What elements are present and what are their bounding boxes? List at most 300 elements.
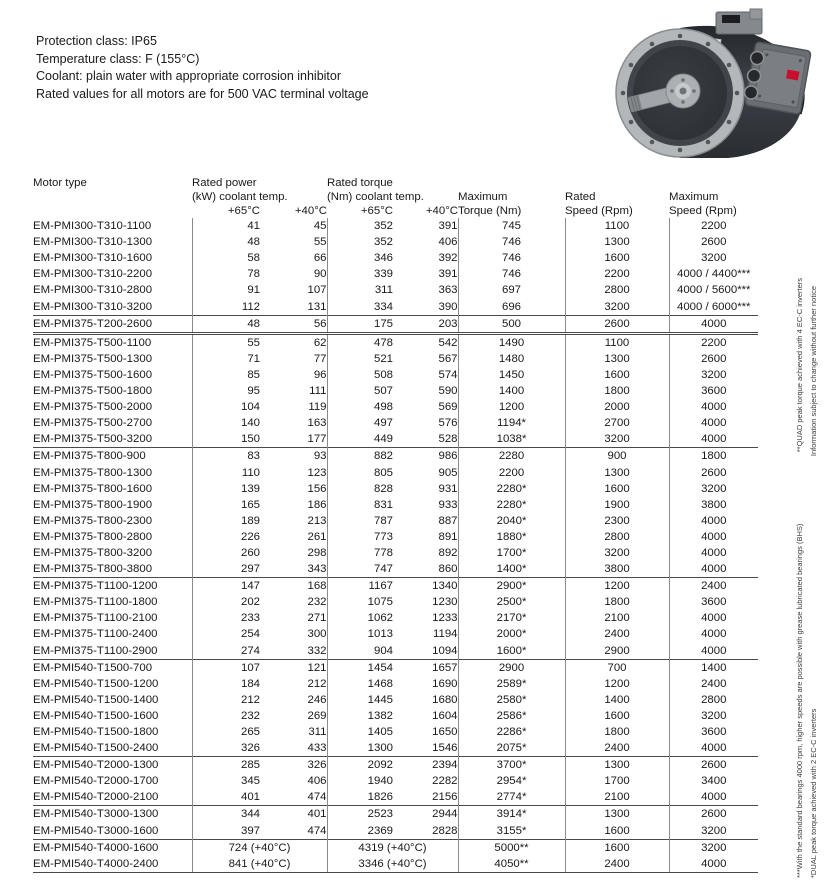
- rated-power-40-cell: 56: [260, 315, 327, 333]
- rated-torque-65-cell: 1405: [327, 724, 393, 740]
- rated-torque-span-cell: 3346 (+40°C): [327, 856, 458, 873]
- max-torque-cell: 1194*: [458, 415, 565, 431]
- rated-speed-cell: 2800: [565, 282, 669, 298]
- rated-speed-cell: 1300: [565, 351, 669, 367]
- header-max-speed-line2: Speed (Rpm): [669, 205, 737, 217]
- motor-type-cell: EM-PMI540-T1500-1400: [33, 693, 159, 706]
- max-torque-cell: 1480: [458, 351, 565, 367]
- rated-torque-40-cell: 1230: [432, 596, 458, 609]
- max-speed-cell: 2600: [669, 351, 758, 367]
- max-speed-cell: 3800: [669, 497, 758, 513]
- motor-type-cell: EM-PMI300-T310-2800: [33, 284, 153, 297]
- rated-power-40-cell: 401: [260, 806, 327, 823]
- max-speed-cell: 3200: [669, 250, 758, 266]
- rated-speed-cell: 1100: [565, 218, 669, 234]
- max-speed-cell: 2600: [669, 757, 758, 774]
- table-row: [33, 839, 758, 856]
- rated-speed-cell: 2100: [565, 789, 669, 806]
- max-speed-cell: 2200: [669, 218, 758, 234]
- motor-type-cell: EM-PMI300-T310-1600: [33, 252, 153, 265]
- motor-type-cell: EM-PMI540-T2000-1700: [33, 775, 159, 788]
- motor-type-cell: EM-PMI375-T200-2600: [33, 315, 192, 333]
- motor-type-cell: EM-PMI300-T310-1300: [33, 236, 153, 249]
- rated-speed-cell: 2300: [565, 513, 669, 529]
- rated-power-40-cell: 474: [307, 791, 327, 804]
- rated-speed-cell: 2900: [565, 642, 669, 659]
- spec-table-body: [33, 218, 758, 872]
- max-speed-cell: 1400: [669, 659, 758, 676]
- table-row: [33, 351, 758, 367]
- motor-type-cell: EM-PMI375-T1100-2400: [33, 628, 158, 641]
- max-torque-cell: 696: [458, 298, 565, 315]
- table-row: [33, 822, 758, 839]
- rated-power-40-cell: 123: [307, 466, 327, 479]
- max-torque-cell: 1038*: [458, 431, 565, 448]
- rated-torque-65-cell: 773: [327, 529, 393, 545]
- max-torque-cell: 1450: [458, 367, 565, 383]
- max-torque-cell: 2900*: [458, 578, 565, 595]
- motor-type-cell: EM-PMI540-T2000-2100: [33, 791, 159, 804]
- max-torque-cell: 2000*: [458, 626, 565, 642]
- spec-line-protection: Protection class: IP65: [36, 34, 157, 48]
- header-torque-40: +40°C: [425, 205, 459, 217]
- rated-torque-40-cell: 1650: [432, 726, 458, 738]
- max-torque-cell: 2280: [458, 448, 565, 465]
- rated-torque-40-cell: 1233: [432, 612, 458, 625]
- rated-power-65-cell: 202: [192, 594, 260, 610]
- rated-torque-40-cell: 590: [438, 385, 458, 398]
- max-torque-cell: 2075*: [458, 740, 565, 757]
- max-torque-cell: 2040*: [458, 513, 565, 529]
- max-torque-cell: 1700*: [458, 545, 565, 561]
- rated-torque-65-cell: 334: [327, 298, 393, 315]
- rated-torque-65-cell: 2523: [327, 806, 393, 823]
- rated-speed-cell: 1700: [565, 773, 669, 789]
- motor-type-cell: EM-PMI375-T800-2300: [33, 514, 153, 527]
- rated-torque-65-cell: 805: [327, 464, 393, 480]
- table-row: [33, 578, 758, 595]
- rated-torque-65-cell: 1300: [327, 740, 393, 757]
- rated-power-65-cell: 112: [192, 298, 260, 315]
- rated-power-40-cell: 111: [309, 385, 327, 398]
- motor-type-cell: EM-PMI540-T1500-1200: [33, 677, 159, 690]
- motor-hub: [666, 74, 700, 108]
- motor-photo: [598, 8, 818, 166]
- rated-speed-cell: 2800: [565, 529, 669, 545]
- max-torque-cell: 697: [458, 282, 565, 298]
- rated-power-40-cell: 168: [260, 578, 327, 595]
- rated-power-65-cell: 55: [192, 333, 260, 351]
- rated-torque-span-cell: 4319 (+40°C): [327, 839, 458, 856]
- rated-torque-65-cell: 2092: [327, 757, 393, 774]
- max-torque-cell: 2900: [458, 659, 565, 676]
- header-power-40: +40°C: [294, 205, 327, 217]
- rated-power-65-cell: 265: [192, 724, 260, 740]
- max-torque-cell: 2280*: [458, 497, 565, 513]
- table-row: [33, 659, 758, 676]
- rated-torque-40-cell: 391: [438, 220, 458, 233]
- rated-power-40-cell: 474: [307, 824, 327, 837]
- table-row: [33, 610, 758, 626]
- max-speed-cell: 3200: [669, 367, 758, 383]
- max-speed-cell: 2200: [669, 333, 758, 351]
- rated-torque-40-cell: 1194: [433, 628, 458, 641]
- max-speed-cell: 4000: [669, 561, 758, 578]
- rated-power-65-cell: 285: [192, 757, 260, 774]
- rated-speed-cell: 1600: [565, 839, 669, 856]
- rated-torque-40-cell: 576: [438, 417, 458, 430]
- rated-power-40-cell: 271: [307, 612, 327, 625]
- rated-torque-65-cell: 904: [327, 642, 393, 659]
- rated-torque-40-cell: 1690: [432, 677, 458, 690]
- rated-power-40-cell: 96: [313, 368, 327, 381]
- motor-type-cell: EM-PMI375-T800-3200: [33, 546, 153, 559]
- rated-torque-65-cell: 1075: [327, 594, 393, 610]
- rated-torque-40-cell: 569: [438, 401, 458, 414]
- rated-speed-cell: 1600: [565, 367, 669, 383]
- table-header: [33, 176, 758, 218]
- rated-torque-65-cell: 507: [327, 383, 393, 399]
- rated-torque-40-cell: 986: [393, 448, 458, 465]
- rated-power-40-cell: 131: [307, 300, 327, 313]
- rated-torque-40-cell: 1680: [432, 693, 458, 706]
- header-rated-torque: Rated torque: [327, 177, 393, 189]
- max-speed-cell: 2400: [669, 578, 758, 595]
- rated-speed-cell: 2400: [565, 856, 669, 873]
- rated-power-40-cell: 93: [260, 448, 327, 465]
- motor-type-cell: EM-PMI375-T1100-2100: [33, 612, 158, 625]
- table-row: [33, 806, 758, 823]
- rated-speed-cell: 3200: [565, 431, 669, 448]
- motor-type-cell: EM-PMI300-T310-1100: [33, 220, 152, 233]
- max-speed-cell: 4000: [669, 513, 758, 529]
- max-speed-cell: 3600: [669, 383, 758, 399]
- spec-summary: [36, 33, 369, 103]
- table-row: [33, 234, 758, 250]
- rated-power-65-cell: 110: [192, 464, 260, 480]
- rated-power-65-cell: 71: [192, 351, 260, 367]
- footnote-bearings: ***With the standard bearings 4000 rpm, higher speeds are possible with grease lubricated bearings (BHS): [795, 523, 804, 878]
- max-torque-cell: 1490: [458, 333, 565, 351]
- table-row: [33, 708, 758, 724]
- rated-torque-40-cell: 203: [393, 315, 458, 333]
- max-torque-cell: 2200: [458, 464, 565, 480]
- rated-torque-65-cell: 521: [327, 351, 393, 367]
- max-speed-cell: 4000: [669, 610, 758, 626]
- header-rated-speed-line2: Speed (Rpm): [565, 205, 633, 217]
- motor-type-cell: EM-PMI375-T500-1800: [33, 385, 153, 398]
- motor-top-bracket: [716, 9, 762, 34]
- rated-speed-cell: 1300: [565, 806, 669, 823]
- rated-torque-65-cell: 311: [327, 282, 393, 298]
- max-speed-cell: 3200: [669, 839, 758, 856]
- motor-type-cell: EM-PMI375-T1100-1200: [33, 578, 192, 595]
- max-torque-cell: 746: [458, 250, 565, 266]
- motor-type-cell: EM-PMI540-T1500-700: [33, 659, 192, 676]
- rated-power-40-cell: 246: [307, 693, 327, 706]
- motor-type-cell: EM-PMI300-T310-2200: [33, 268, 153, 281]
- max-speed-cell: 2800: [669, 692, 758, 708]
- rated-power-65-cell: 184: [192, 676, 260, 692]
- table-row: [33, 315, 758, 333]
- rated-power-40-cell: 90: [313, 268, 327, 281]
- max-torque-cell: 3700*: [458, 757, 565, 774]
- max-torque-cell: 1880*: [458, 529, 565, 545]
- table-row: [33, 856, 758, 873]
- footnote-info-subject: Information subject to change without further notice: [809, 286, 818, 457]
- motor-type-cell: EM-PMI375-T800-1600: [33, 482, 153, 495]
- rated-power-span-cell: 724 (+40°C): [192, 839, 327, 856]
- rated-power-40-cell: 433: [307, 742, 327, 755]
- rated-power-40-cell: 163: [307, 417, 327, 430]
- max-speed-cell: 2400: [669, 676, 758, 692]
- rated-power-40-cell: 269: [307, 709, 327, 722]
- rated-power-65-cell: 85: [192, 367, 260, 383]
- motor-type-cell: EM-PMI375-T800-1900: [33, 498, 153, 511]
- header-torque-65: +65°C: [360, 205, 393, 217]
- rated-torque-40-cell: 905: [438, 466, 458, 479]
- rated-torque-40-cell: 931: [438, 482, 458, 495]
- max-torque-cell: 2286*: [458, 724, 565, 740]
- max-speed-cell: 4000: [669, 642, 758, 659]
- rated-speed-cell: 1600: [565, 708, 669, 724]
- rated-speed-cell: 3800: [565, 561, 669, 578]
- rated-speed-cell: 1200: [565, 578, 669, 595]
- motor-type-cell: EM-PMI540-T4000-2400: [33, 856, 192, 873]
- rated-speed-cell: 1600: [565, 481, 669, 497]
- rated-power-40-cell: 66: [313, 252, 327, 265]
- rated-power-65-cell: 147: [192, 578, 260, 595]
- rated-torque-65-cell: 449: [327, 431, 393, 448]
- rated-torque-40-cell: 392: [438, 252, 458, 265]
- rated-power-65-cell: 226: [192, 529, 260, 545]
- max-speed-cell: 1800: [669, 448, 758, 465]
- rated-power-40-cell: 326: [260, 757, 327, 774]
- rated-torque-65-cell: 508: [327, 367, 393, 383]
- rated-power-65-cell: 401: [192, 789, 260, 806]
- motor-type-cell: EM-PMI375-T1100-2900: [33, 644, 158, 657]
- max-speed-cell: 3200: [669, 481, 758, 497]
- header-rated-power: Rated power: [192, 177, 257, 189]
- rated-power-40-cell: 45: [313, 220, 327, 233]
- rated-torque-40-cell: 390: [438, 300, 458, 313]
- max-torque-cell: 4050**: [458, 856, 565, 873]
- rated-torque-65-cell: 747: [327, 561, 393, 578]
- spec-line-rated-values: Rated values for all motors are for 500 VAC terminal voltage: [36, 86, 369, 101]
- header-power-unit: (kW) coolant temp.: [192, 191, 288, 203]
- rated-torque-40-cell: 567: [438, 352, 458, 365]
- table-row: [33, 266, 758, 282]
- rated-torque-40-cell: 574: [438, 368, 458, 381]
- rated-torque-65-cell: 175: [327, 315, 393, 333]
- motor-type-cell: EM-PMI540-T4000-1600: [33, 839, 192, 856]
- table-row: [33, 773, 758, 789]
- table-row: [33, 415, 758, 431]
- max-torque-cell: 2170*: [458, 610, 565, 626]
- motor-type-cell: EM-PMI375-T500-2000: [33, 401, 153, 414]
- table-row: [33, 561, 758, 578]
- rated-speed-cell: 1900: [565, 497, 669, 513]
- rated-torque-40-cell: 891: [438, 530, 458, 543]
- rated-speed-cell: 700: [565, 659, 669, 676]
- rated-speed-cell: 1300: [565, 464, 669, 480]
- rated-torque-65-cell: 787: [327, 513, 393, 529]
- motor-type-cell: EM-PMI540-T2000-1300: [33, 757, 192, 774]
- motor-type-cell: EM-PMI540-T3000-1300: [33, 806, 192, 823]
- rated-power-65-cell: 104: [192, 399, 260, 415]
- max-speed-cell: 3200: [669, 822, 758, 839]
- motor-type-cell: EM-PMI375-T800-1300: [33, 466, 153, 479]
- table-row: [33, 757, 758, 774]
- header-rated-speed-line1: Rated: [565, 191, 596, 203]
- max-torque-cell: 2586*: [458, 708, 565, 724]
- rated-power-65-cell: 107: [192, 659, 260, 676]
- rated-power-40-cell: 186: [307, 498, 327, 511]
- motor-illustration: [598, 8, 818, 166]
- rated-torque-40-cell: 2828: [432, 824, 458, 837]
- max-torque-cell: 745: [458, 218, 565, 234]
- max-speed-cell: 4000: [669, 315, 758, 333]
- rated-speed-cell: 3200: [565, 545, 669, 561]
- rated-torque-40-cell: 528: [438, 433, 458, 446]
- rated-torque-65-cell: 882: [327, 448, 393, 465]
- max-speed-cell: 4000 / 5600***: [669, 282, 758, 298]
- motor-type-cell: EM-PMI375-T1100-1800: [33, 596, 158, 609]
- motor-type-cell: EM-PMI375-T800-3800: [33, 563, 153, 576]
- max-speed-cell: 4000: [669, 545, 758, 561]
- rated-torque-65-cell: 828: [327, 481, 393, 497]
- motor-type-cell: EM-PMI540-T1500-1600: [33, 709, 159, 722]
- table-row: [33, 740, 758, 757]
- table-row: [33, 464, 758, 480]
- max-speed-cell: 4000 / 4400***: [669, 266, 758, 282]
- rated-power-65-cell: 83: [192, 448, 260, 465]
- rated-torque-40-cell: 542: [393, 333, 458, 351]
- motor-type-cell: EM-PMI540-T1500-1800: [33, 726, 159, 738]
- rated-power-65-cell: 397: [192, 822, 260, 839]
- table-row: [33, 282, 758, 298]
- table-row: [33, 626, 758, 642]
- motor-type-cell: EM-PMI540-T1500-2400: [33, 742, 159, 755]
- rated-power-40-cell: 119: [308, 401, 327, 414]
- motor-type-cell: EM-PMI375-T500-1600: [33, 368, 153, 381]
- table-row: [33, 692, 758, 708]
- rated-power-40-cell: 213: [307, 514, 327, 527]
- rated-speed-cell: 1800: [565, 594, 669, 610]
- header-row-1: [33, 176, 758, 190]
- rated-torque-65-cell: 1382: [327, 708, 393, 724]
- rated-torque-40-cell: 406: [438, 236, 458, 249]
- rated-speed-cell: 900: [565, 448, 669, 465]
- rated-power-40-cell: 232: [307, 596, 327, 609]
- rated-torque-65-cell: 352: [327, 234, 393, 250]
- rated-torque-40-cell: 1546: [432, 742, 458, 755]
- rated-power-40-cell: 300: [307, 628, 327, 641]
- rated-torque-65-cell: 1445: [327, 692, 393, 708]
- table-row: [33, 594, 758, 610]
- rated-power-65-cell: 326: [192, 740, 260, 757]
- rated-power-40-cell: 261: [307, 530, 327, 543]
- max-torque-cell: 2580*: [458, 692, 565, 708]
- rated-speed-cell: 3200: [565, 298, 669, 315]
- max-torque-cell: 2774*: [458, 789, 565, 806]
- rated-power-40-cell: 107: [307, 284, 327, 297]
- motor-spec-table: [33, 176, 758, 873]
- table-row: [33, 545, 758, 561]
- max-speed-cell: 4000: [669, 856, 758, 873]
- max-torque-cell: 2500*: [458, 594, 565, 610]
- rated-power-40-cell: 332: [307, 644, 327, 657]
- rated-torque-65-cell: 778: [327, 545, 393, 561]
- max-speed-cell: 3400: [669, 773, 758, 789]
- max-torque-cell: 3155*: [458, 822, 565, 839]
- table-row: [33, 298, 758, 315]
- rated-speed-cell: 1600: [565, 250, 669, 266]
- table-row: [33, 529, 758, 545]
- rated-power-40-cell: 55: [313, 236, 327, 249]
- rated-torque-40-cell: 860: [438, 563, 458, 576]
- rated-speed-cell: 1100: [565, 333, 669, 351]
- header-max-speed-line1: Maximum: [669, 191, 719, 203]
- rated-torque-40-cell: 2944: [393, 806, 458, 823]
- table-row: [33, 642, 758, 659]
- max-speed-cell: 4000: [669, 529, 758, 545]
- rated-power-65-cell: 78: [192, 266, 260, 282]
- spec-line-coolant: Coolant: plain water with appropriate corrosion inhibitor: [36, 69, 342, 83]
- max-speed-cell: 2600: [669, 234, 758, 250]
- max-speed-cell: 4000: [669, 415, 758, 431]
- rated-torque-40-cell: 1094: [432, 644, 458, 657]
- rated-power-65-cell: 274: [192, 642, 260, 659]
- spec-line-temperature: Temperature class: F (155°C): [36, 51, 200, 66]
- table-row: [33, 481, 758, 497]
- header-max-torque-line2: Torque (Nm): [458, 205, 522, 217]
- motor-type-cell: EM-PMI540-T3000-1600: [33, 824, 159, 837]
- table-row: [33, 399, 758, 415]
- max-torque-cell: 1400*: [458, 561, 565, 578]
- header-motor-type: Motor type: [33, 177, 87, 189]
- motor-type-cell: EM-PMI375-T500-1100: [33, 333, 192, 351]
- max-torque-cell: 2589*: [458, 676, 565, 692]
- rated-power-40-cell: 311: [308, 726, 327, 738]
- rated-power-65-cell: 139: [192, 481, 260, 497]
- header-torque-unit: (Nm) coolant temp.: [327, 191, 424, 203]
- rated-power-65-cell: 345: [192, 773, 260, 789]
- rated-torque-65-cell: 346: [327, 250, 393, 266]
- rated-speed-cell: 2700: [565, 415, 669, 431]
- max-speed-cell: 4000: [669, 740, 758, 757]
- rated-power-65-cell: 91: [192, 282, 260, 298]
- table-row: [33, 676, 758, 692]
- rated-power-65-cell: 41: [192, 218, 260, 234]
- rated-speed-cell: 2000: [565, 399, 669, 415]
- rated-torque-40-cell: 2282: [432, 775, 458, 788]
- table-row: [33, 497, 758, 513]
- max-speed-cell: 4000: [669, 789, 758, 806]
- rated-speed-cell: 1400: [565, 692, 669, 708]
- header-power-65: +65°C: [227, 205, 260, 217]
- rated-speed-cell: 2600: [565, 315, 669, 333]
- rated-torque-65-cell: 1454: [327, 659, 393, 676]
- rated-power-65-cell: 140: [192, 415, 260, 431]
- footnote-vertical-outer: [809, 286, 818, 878]
- rated-torque-65-cell: 352: [327, 218, 393, 234]
- table-row: [33, 789, 758, 806]
- rated-torque-65-cell: 497: [327, 415, 393, 431]
- rated-torque-65-cell: 1062: [327, 610, 393, 626]
- motor-type-cell: EM-PMI300-T310-3200: [33, 300, 153, 313]
- rated-power-65-cell: 58: [192, 250, 260, 266]
